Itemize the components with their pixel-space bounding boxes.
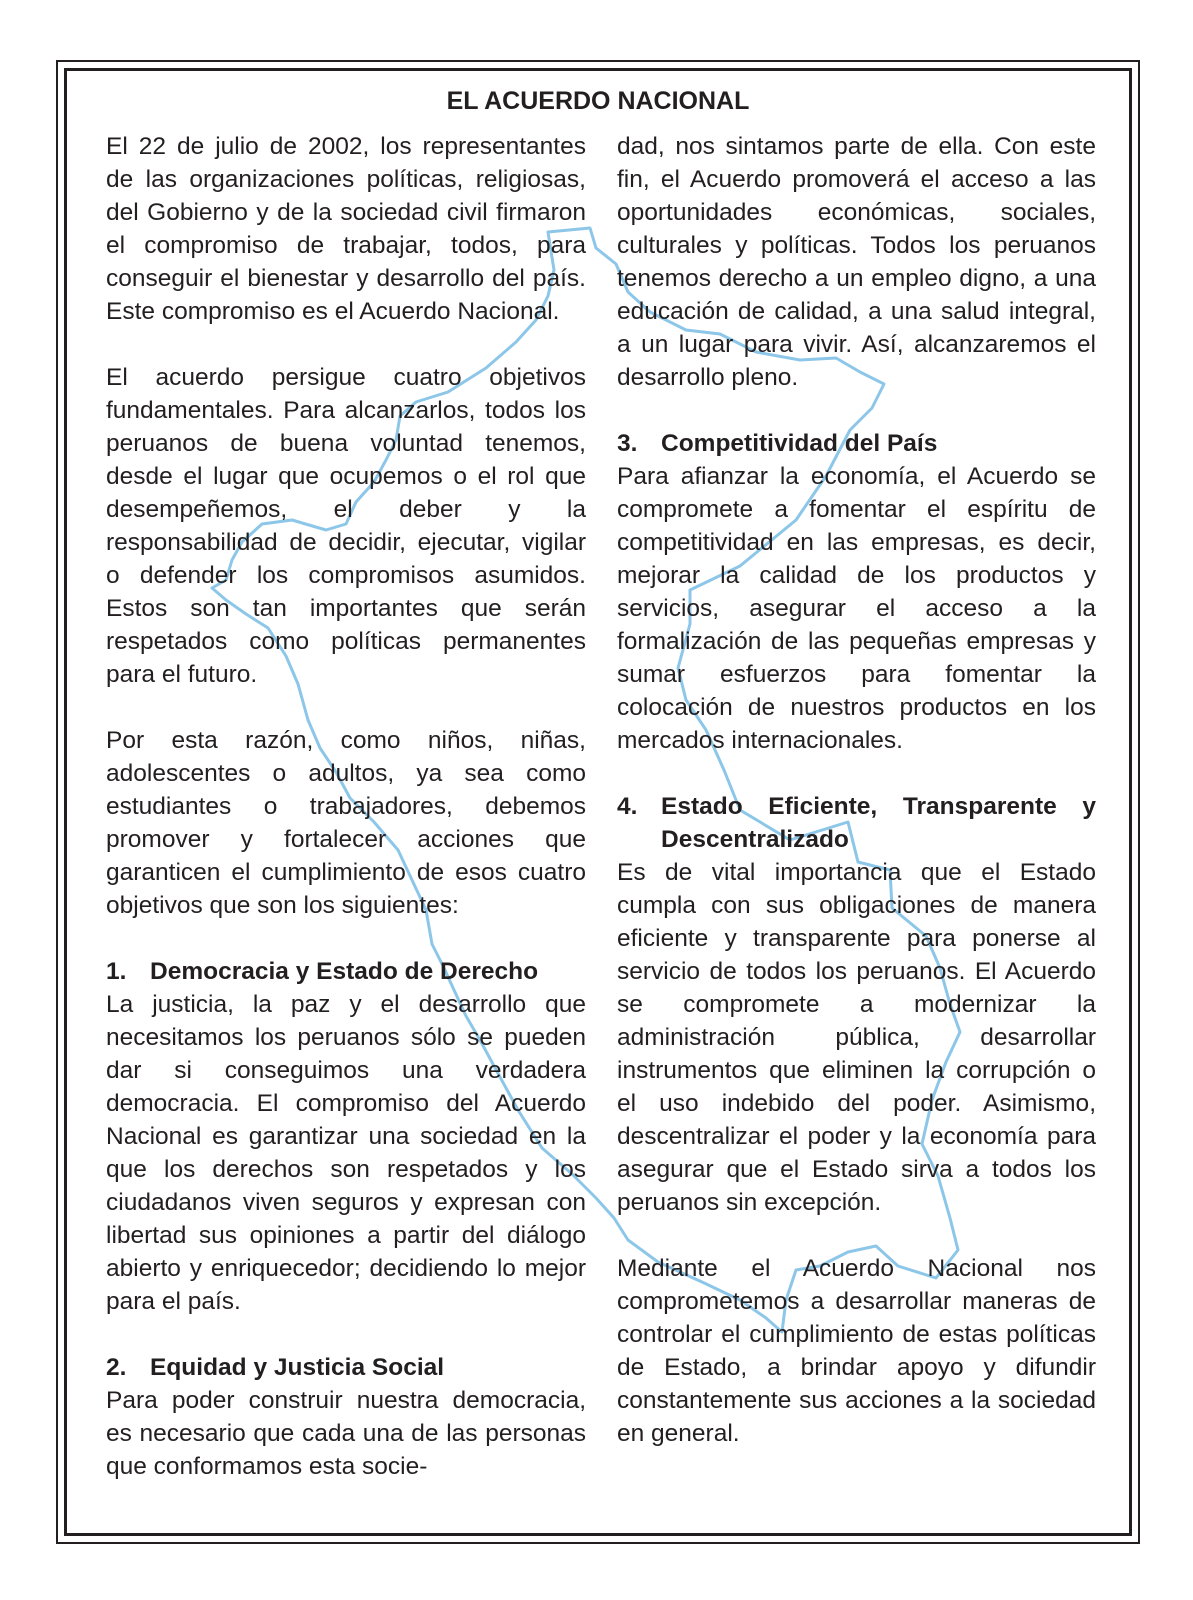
left-column [106,130,586,1483]
closing-paragraph: Mediante el Acuerdo Nacional nos comprometemos a desarrollar maneras de controlar el cumplimiento de estas políticas de Estado, a brindar apoyo y difundir constantemente sus acciones a la sociedad en general. [617,1255,1096,1447]
objective-3-title: Competitividad del País [661,430,938,457]
document-title: EL ACUERDO NACIONAL [446,87,750,115]
objective-2-heading [106,1351,586,1384]
objective-4-number: 4. [617,793,638,820]
objective-2-text-continued: dad, nos sintamos parte de ella. Con este fin, el Acuerdo promoverá el acceso a las oportunidades económicas, sociales, culturales y políticas. Todos los peruanos tenemos derecho a un empleo digno, a una educación de calidad, a una salud integral, a un lugar para vivir. Así, alcanzaremos el desarrollo pleno. [617,133,1096,391]
objective-1-heading [106,955,586,988]
intro-paragraph-2: El acuerdo persigue cuatro objetivos fundamentales. Para alcanzarlos, todos los peruanos de buena voluntad tenemos, desde el lugar que ocupemos o el rol que desempeñemos, el deber y la responsabilidad de decidir, ejecutar, vigilar o defender los compromisos asumidos. Estos son tan importantes que serán respetados como políticas permanentes para el futuro. [106,364,586,688]
objective-3-heading [617,427,1096,460]
intro-paragraph-1: El 22 de julio de 2002, los representantes de las organizaciones políticas, religiosas, del Gobierno y de la sociedad civil firmaron el compromiso de trabajar, todos, para conseguir el bienestar y desarrollo del país. Este compromiso es el Acuerdo Nacional. [106,133,586,325]
objective-1-number: 1. [106,958,127,985]
objective-4-title: Estado Eficiente, Transparente y Descentralizado [661,793,1096,853]
objective-1-title: Democracia y Estado de Derecho [150,958,539,985]
objective-1-text: La justicia, la paz y el desarrollo que necesitamos los peruanos sólo se pueden dar si conseguimos una verdadera democracia. El compromiso del Acuerdo Nacional es garantizar una sociedad en la que los derechos son respetados y los ciudadanos viven seguros y expresan con libertad sus opiniones a partir del diálogo abierto y enriquecedor; decidiendo lo mejor para el país. [106,991,586,1315]
right-column [617,130,1096,1450]
objective-2-title: Equidad y Justicia Social [150,1354,445,1381]
intro-paragraph-3: Por esta razón, como niños, niñas, adolescentes o adultos, ya sea como estudiantes o trabajadores, debemos promover y fortalecer acciones que garanticen el cumplimiento de esos cuatro objetivos que son los siguientes: [106,727,586,919]
objective-2-number: 2. [106,1354,127,1381]
objective-4-text: Es de vital importancia que el Estado cumpla con sus obligaciones de manera eficiente y transparente para ponerse al servicio de todos los peruanos. El Acuerdo se compromete a modernizar la administración pública, desarrollar instrumentos que eliminen la corrupción o el uso indebido del poder. Asimismo, descentralizar el poder y la economía para asegurar que el Estado sirva a todos los peruanos sin excepción. [617,859,1096,1216]
objective-2-text-start: Para poder construir nuestra democracia, es necesario que cada una de las personas que conformamos esta socie- [106,1387,586,1480]
objective-4-heading [617,790,1096,856]
objective-3-number: 3. [617,430,638,457]
objective-3-text: Para afianzar la economía, el Acuerdo se compromete a fomentar el espíritu de competitividad en las empresas, es decir, mejorar la calidad de los productos y servicios, asegurar el acceso a la formalización de las pequeñas empresas y sumar esfuerzos para fomentar la colocación de nuestros productos en los mercados internacionales. [617,463,1096,754]
